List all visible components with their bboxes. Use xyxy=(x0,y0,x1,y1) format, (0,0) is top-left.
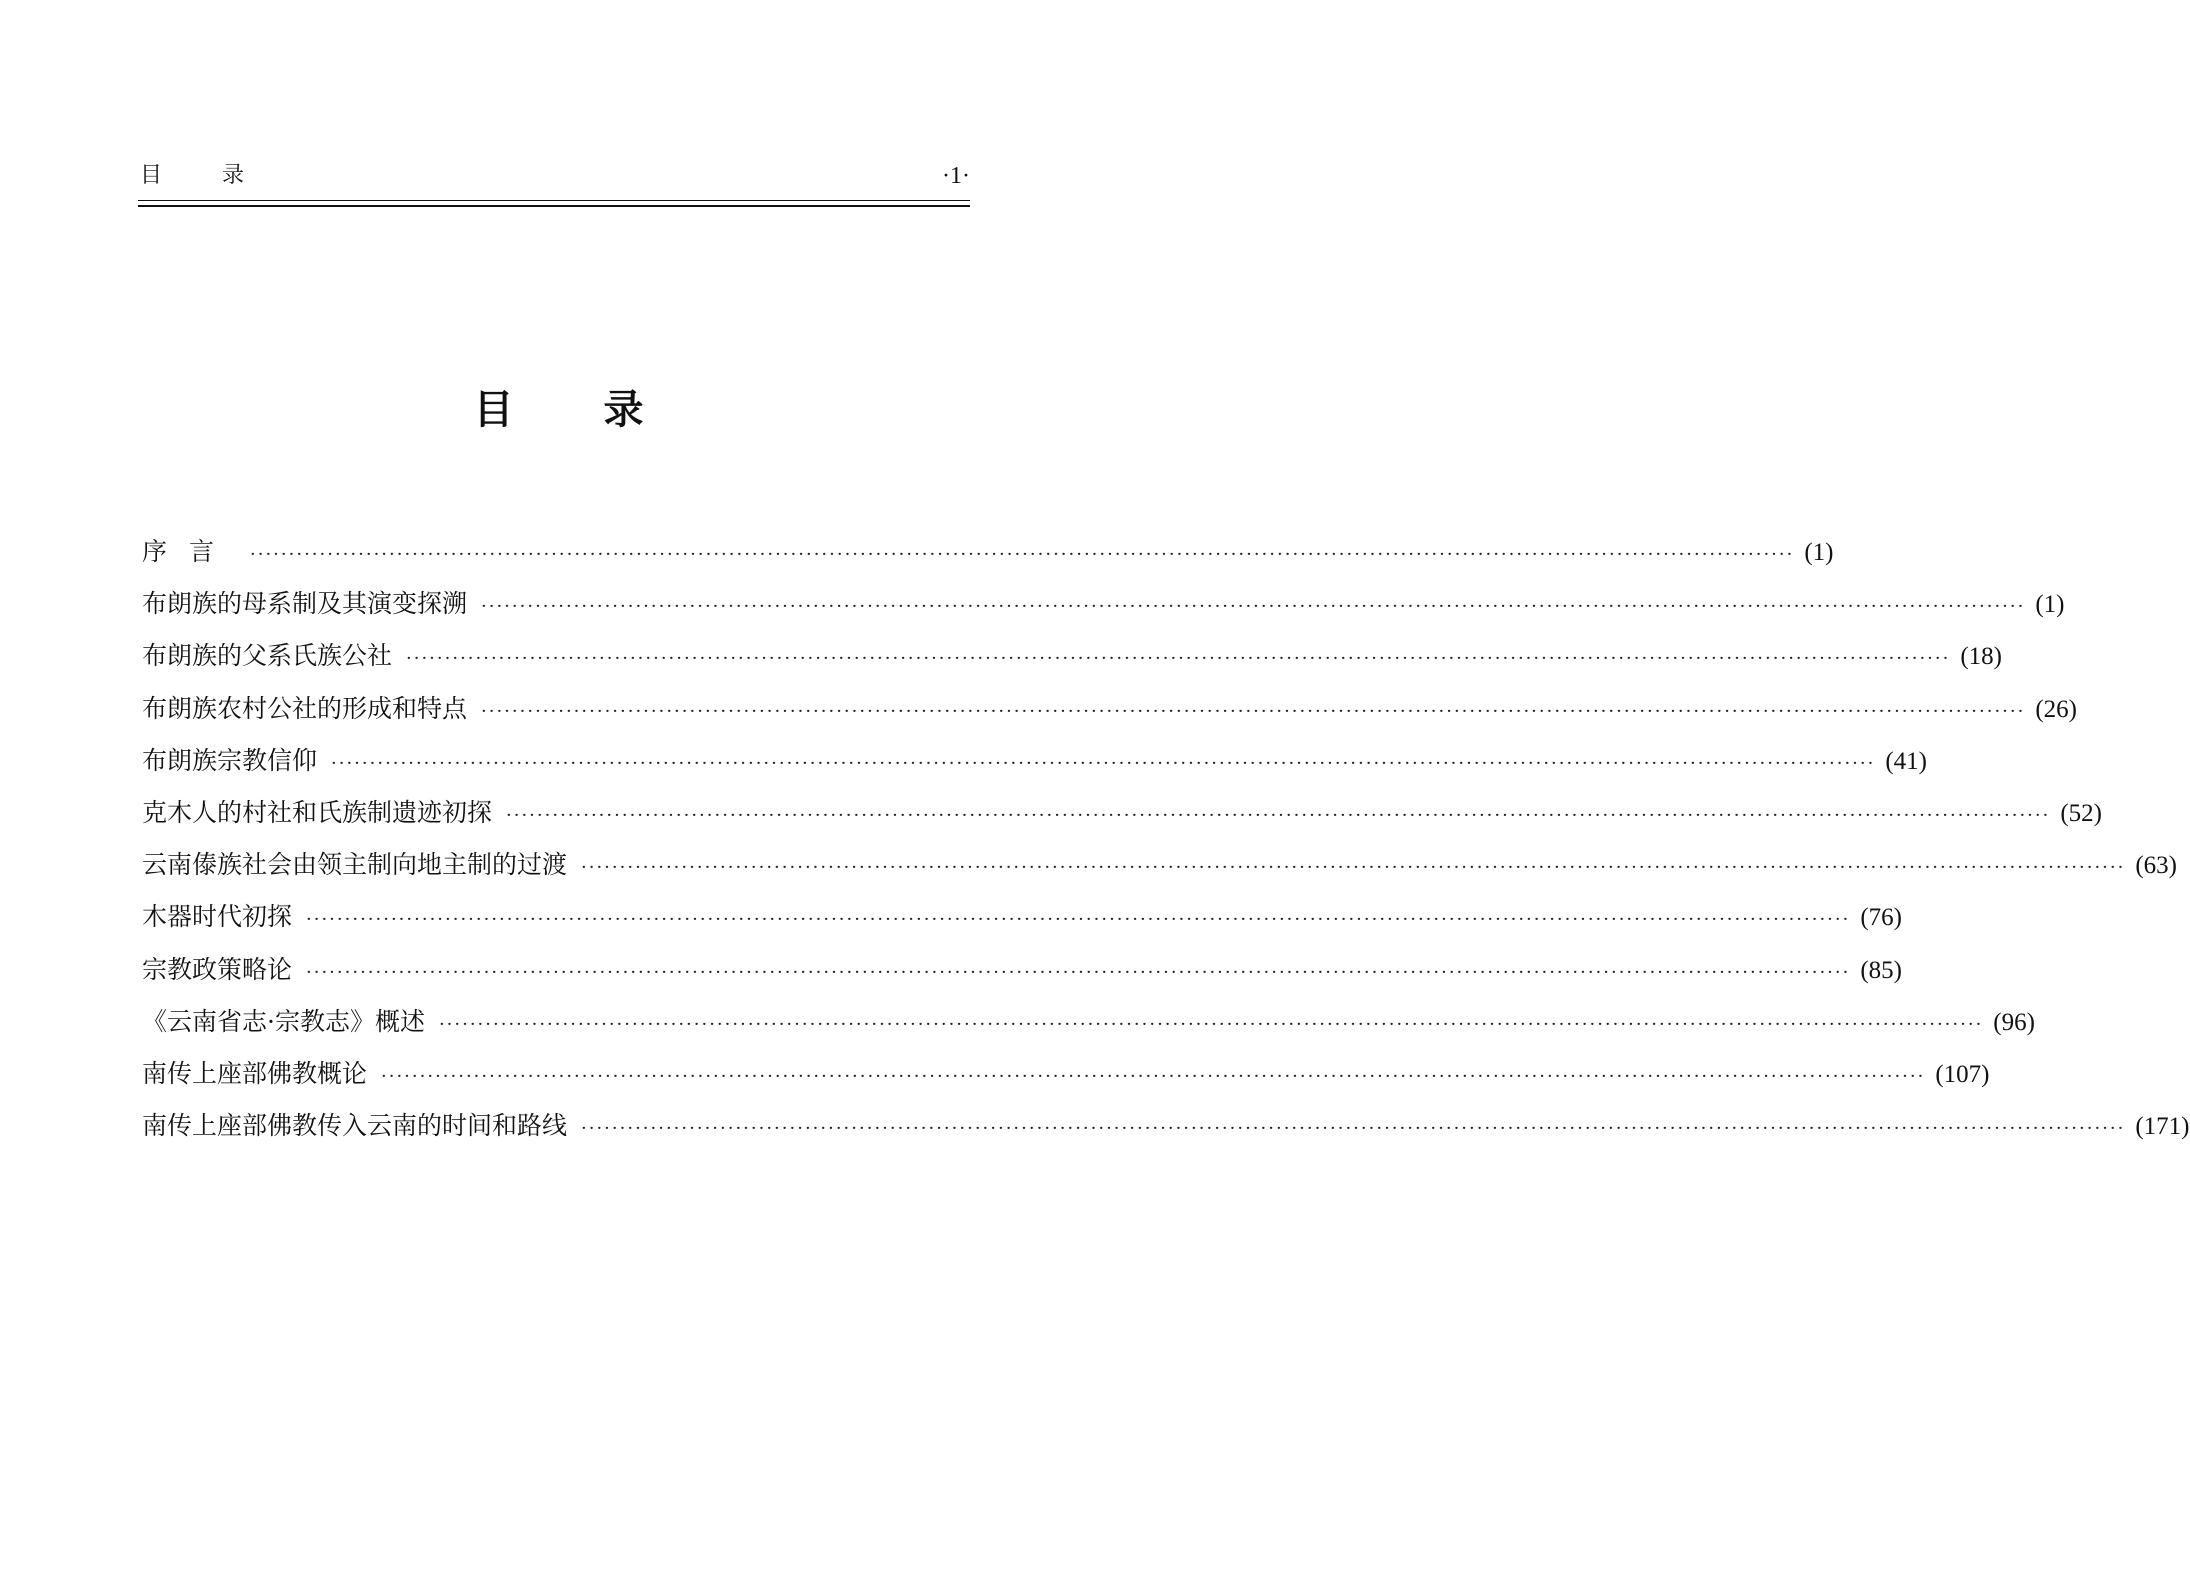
toc-entry-page: (26) xyxy=(2035,695,2078,723)
toc-entry[interactable] xyxy=(142,839,2178,891)
toc-leader-dots: ········································································································································································································ xyxy=(438,1013,1984,1035)
toc-leader-dots: ········································································································································································································ xyxy=(306,961,1851,983)
toc-entry[interactable] xyxy=(142,1100,2190,1152)
toc-leader-dots: ········································································································································································································ xyxy=(481,596,2026,618)
toc-entry-page: (18) xyxy=(1960,643,2003,671)
header-rule-thick xyxy=(138,205,970,207)
toc-leader-dots: ········································································································································································································ xyxy=(581,857,2126,879)
toc-entry-title: 克木人的村社和氏族制遗迹初探 xyxy=(142,797,493,827)
header-rule-thin xyxy=(138,200,970,201)
toc-entry-title: 木器时代初探 xyxy=(142,902,293,932)
table-of-contents xyxy=(142,526,2190,1152)
toc-entry-title: 布朗族农村公社的形成和特点 xyxy=(142,693,468,723)
toc-entry[interactable] xyxy=(142,996,2035,1048)
toc-leader-dots: ········································································································································································································ xyxy=(250,544,1795,565)
toc-leader-dots: ········································································································································································································ xyxy=(581,1118,2126,1140)
toc-leader-dots: ········································································································································································································ xyxy=(331,752,1876,774)
toc-entry-page: (96) xyxy=(1993,1008,2035,1036)
toc-entry[interactable] xyxy=(142,891,1903,943)
toc-entry[interactable] xyxy=(142,735,1928,787)
toc-leader-dots: ········································································································································································································ xyxy=(406,648,1951,670)
toc-entry-page: (63) xyxy=(2135,852,2178,880)
toc-entry-page: (171) xyxy=(2135,1113,2190,1141)
toc-entry-page: (85) xyxy=(1860,956,1903,984)
toc-entry-title: 南传上座部佛教传入云南的时间和路线 xyxy=(142,1111,568,1141)
toc-leader-dots: ········································································································································································································ xyxy=(306,909,1851,931)
toc-entry[interactable] xyxy=(142,526,1834,578)
toc-entry[interactable] xyxy=(142,944,1903,996)
toc-entry-title: 布朗族宗教信仰 xyxy=(142,745,318,775)
toc-entry[interactable] xyxy=(142,683,2078,735)
toc-entry-title: 布朗族的父系氏族公社 xyxy=(142,641,393,671)
running-header-title: 目录 xyxy=(140,163,305,188)
toc-entry-title: 布朗族的母系制及其演变探溯 xyxy=(142,589,468,619)
toc-entry-title: 宗教政策略论 xyxy=(142,954,293,984)
toc-entry-page: (1) xyxy=(1804,539,1834,566)
toc-entry-title: 《云南省志·宗教志》概述 xyxy=(142,1006,425,1036)
toc-entry-title: 序言 xyxy=(142,537,237,566)
running-header xyxy=(140,158,970,198)
toc-entry[interactable] xyxy=(142,1048,1990,1100)
toc-entry-title: 南传上座部佛教概论 xyxy=(142,1058,368,1088)
toc-entry-page: (52) xyxy=(2060,799,2103,827)
toc-entry[interactable] xyxy=(142,787,2103,839)
running-header-page-number: ·1· xyxy=(942,163,970,189)
toc-entry[interactable] xyxy=(142,630,2003,682)
toc-entry-page: (76) xyxy=(1860,904,1903,932)
toc-entry[interactable] xyxy=(142,578,2065,630)
toc-entry-title: 云南傣族社会由领主制向地主制的过渡 xyxy=(142,850,568,880)
toc-entry-page: (41) xyxy=(1885,747,1928,775)
toc-entry-page: (107) xyxy=(1935,1060,1990,1088)
toc-entry-page: (1) xyxy=(2035,591,2065,619)
toc-leader-dots: ········································································································································································································ xyxy=(506,804,2051,826)
page-title: 目录 xyxy=(473,387,734,433)
toc-leader-dots: ········································································································································································································ xyxy=(381,1065,1926,1087)
toc-leader-dots: ········································································································································································································ xyxy=(481,700,2026,722)
